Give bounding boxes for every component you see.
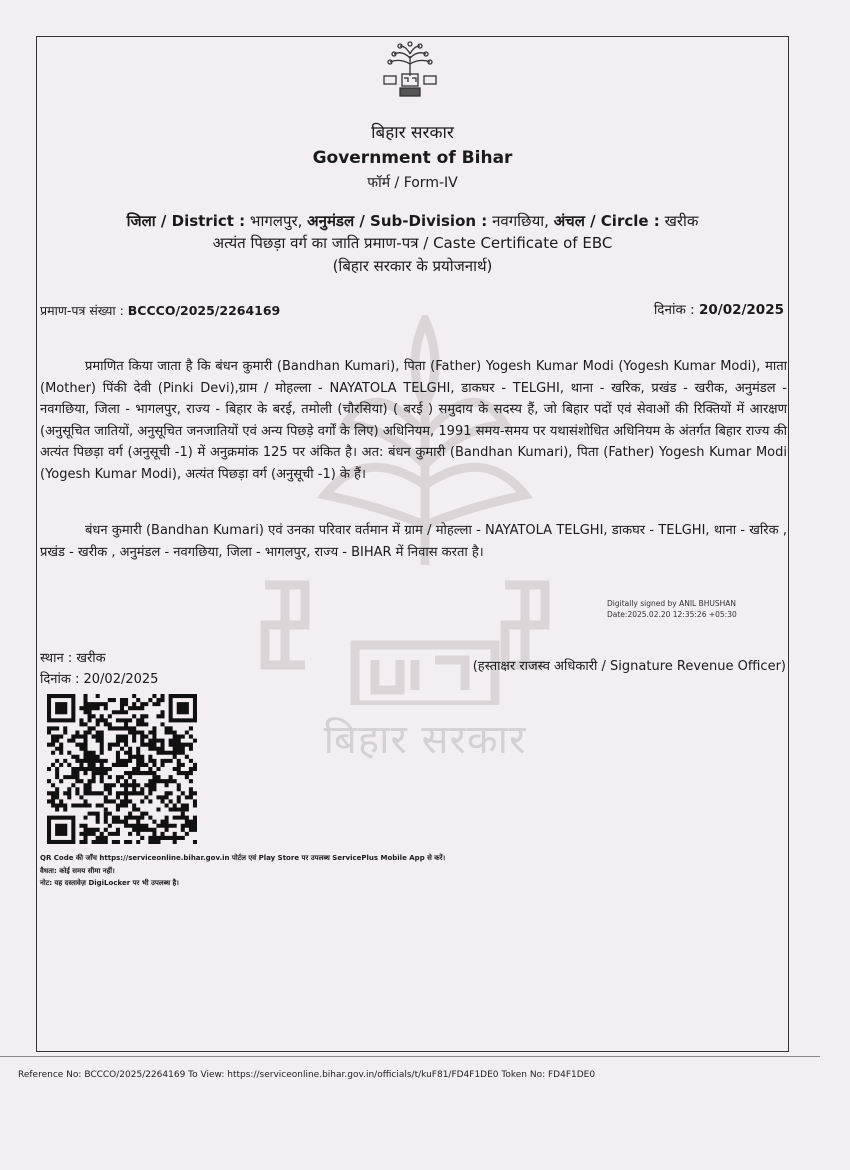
place-line [40,648,158,669]
subdivision-label: अनुमंडल / Sub-Division : [307,212,488,230]
district-label: जिला / District : [126,212,246,230]
gov-title-hindi: बिहार सरकार [371,123,454,143]
district-value: भागलपुर, [249,212,303,230]
gov-title-english: Government of Bihar [312,148,513,168]
place-label: स्थान : [40,651,73,666]
note-line: वैधता: कोई समय सीमा नहीं। [40,866,115,875]
certificate-body-paragraph-2: बंधन कुमारी (Bandhan Kumari) एवं उनका परिवार वर्तमान में ग्राम / मोहल्ला - NAYATOLA TELGHI, डाकघर - TELGHI, थाना - खरिक , प्रखंड - खरीक , अनुमंडल - नवगछिया, जिला - भागलपुर, राज्य - BIHAR में निवास करता है। [40,523,787,560]
place-date-block [40,648,158,690]
signature-label: (हस्ताक्षर राजस्व अधिकारी / Signature Revenue Officer) [472,659,786,674]
certificate-purpose: (बिहार सरकार के प्रयोजनार्थ) [332,257,493,275]
issue-date [654,300,784,318]
verification-notes [40,852,445,890]
qr-code-icon [47,694,197,844]
watermark-text: बिहार सरकार [323,717,527,763]
certificate-number [40,302,280,319]
circle-value: खरीक [664,212,699,230]
certificate-body-paragraph-1: प्रमाणित किया जाता है कि बंधन कुमारी (Bandhan Kumari), पिता (Father) Yogesh Kumar Modi (Yogesh Kumar Modi), माता (Mother) पिंकी देवी (Pinki Devi),ग्राम / मोहल्ला - NAYATOLA TELGHI, डाकघर - TELGHI, थाना - खरिक, प्रखंड - खरीक, अनुमंडल - नवगछिया, जिला - भागलपुर, राज्य - बिहार के बरई, तमोली (चौरसिया) ( बरई ) समुदाय के सदस्य हैं, जो बिहार पदों एवं सेवाओं की रिक्तियों में आरक्षण (अनुसूचित जातियों, अनुसूचित जनजातियों एवं अन्य पिछड़े वर्गों के लिए) अधिनियम, 1991 समय-समय पर यथासंशोधित अधिनियम के अंतर्गत बिहार राज्य की अत्यंत पिछड़ा वर्ग (अनुसूची -1) में अनुक्रमांक 125 पर अंकित है। अत: बंधन कुमारी (Bandhan Kumari), पिता (Father) Yogesh Kumar Modi (Yogesh Kumar Modi), अत्यंत पिछड़ा वर्ग (अनुसूची -1) के हैं। [40,359,787,482]
bottom-date-line [40,669,158,690]
issue-date-value: 20/02/2025 [698,302,784,318]
certificate-title: अत्यंत पिछड़ा वर्ग का जाति प्रमाण-पत्र / Caste Certificate of EBC [212,234,613,252]
note-line: नोट: यह दस्तावेज़ DigiLocker पर भी उपलब्ध है। [40,879,179,887]
bottom-date-value: 20/02/2025 [83,672,159,687]
jurisdiction-line [36,211,789,231]
note-line: QR Code की जाँच https://serviceonline.bihar.gov.in पोर्टल एवं Play Store पर उपलब्ध ServicePlus Mobile App से करें। [40,854,446,862]
form-number: फॉर्म / Form-IV [367,175,458,191]
certificate-number-value: BCCCO/2025/2264169 [127,303,281,318]
certificate-number-label: प्रमाण-पत्र संख्या : [40,303,124,318]
digital-signature-signer: Digitally signed by ANIL BHUSHAN [607,599,737,608]
place-value: खरीक [76,651,106,666]
bihar-emblem-icon [380,40,440,102]
subdivision-value: नवगछिया, [492,212,549,230]
issue-date-label: दिनांक : [653,302,695,318]
digital-signature-date: Date:2025.02.20 12:35:26 +05:30 [607,610,737,619]
circle-label: अंचल / Circle : [553,212,660,230]
footer-divider [0,1056,820,1057]
reference-footer: Reference No: BCCCO/2025/2264169 To View: https://serviceonline.bihar.gov.in/officials/t/kuF81/FD4F1DE0 Token No: FD4F1DE0 [18,1070,596,1080]
digital-signature [607,598,737,620]
bottom-date-label: दिनांक : [40,672,80,687]
